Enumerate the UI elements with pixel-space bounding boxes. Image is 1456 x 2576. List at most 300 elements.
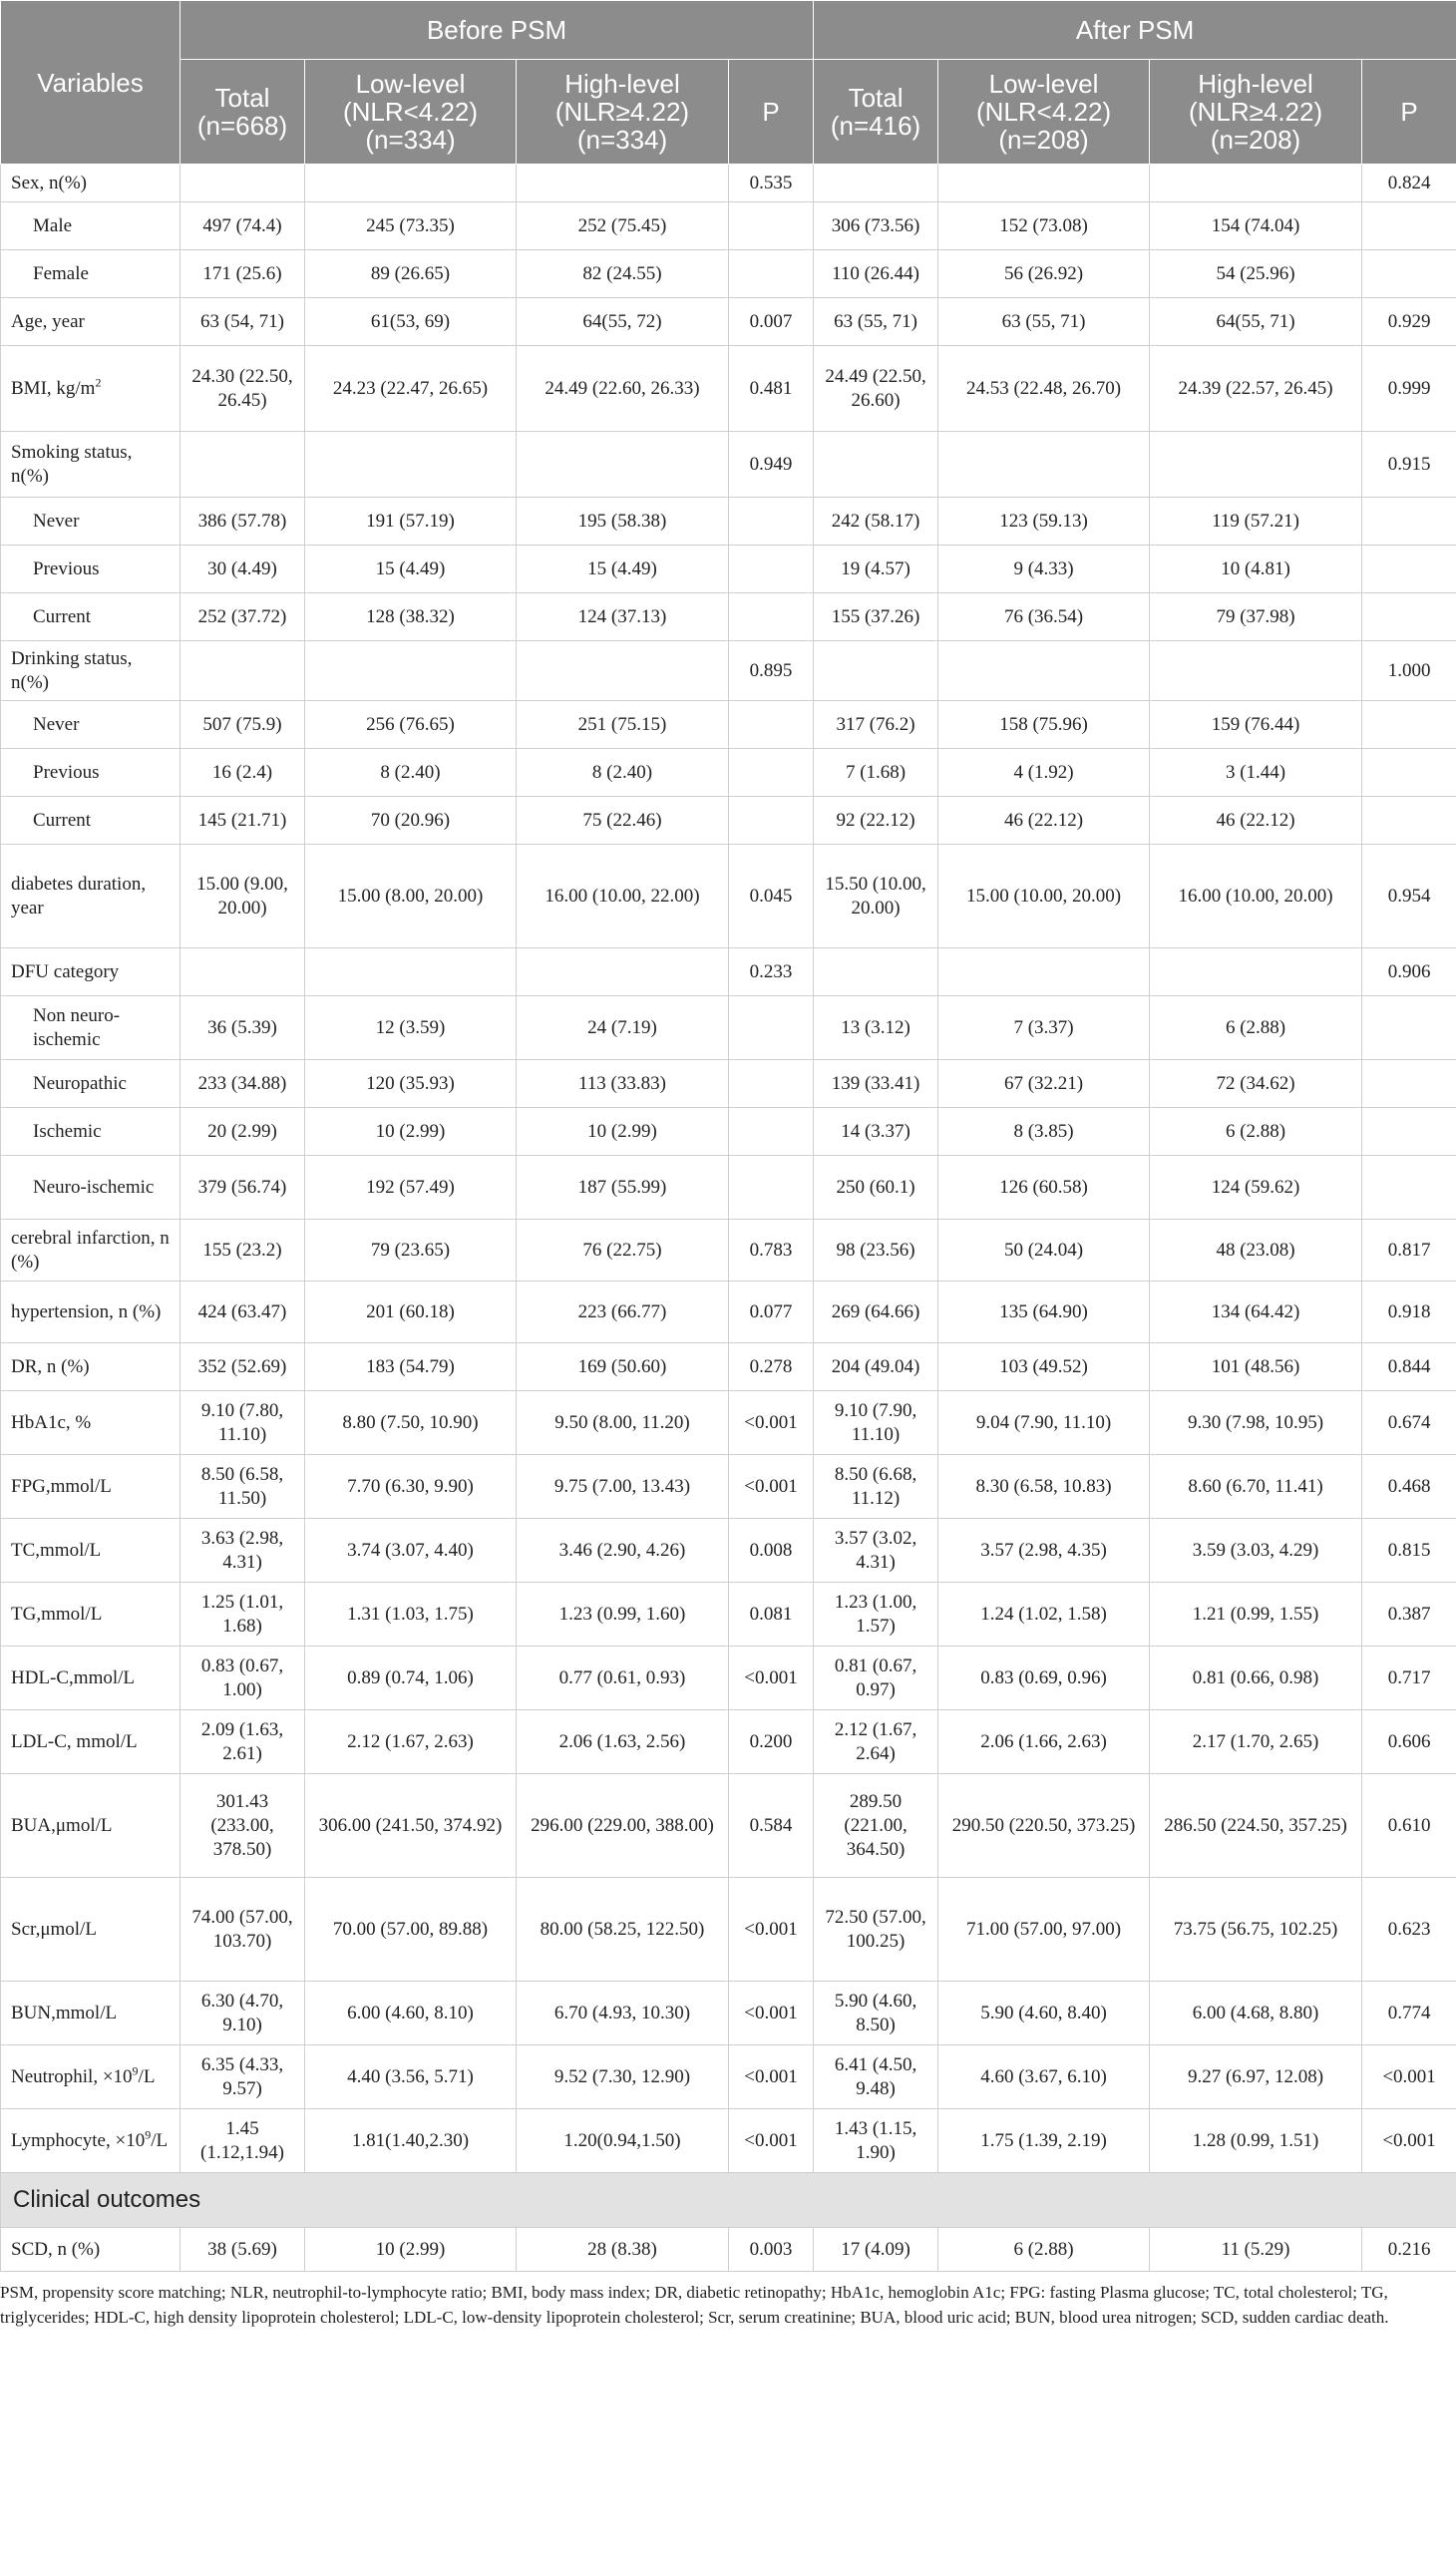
after-high-level-cell: 79 (37.98) <box>1150 593 1362 641</box>
label-unit-tail: /L <box>151 2129 169 2151</box>
after-p-cell: 0.824 <box>1362 165 1456 202</box>
after-p-cell: 0.906 <box>1362 948 1456 996</box>
before-high-level-cell: 9.50 (8.00, 11.20) <box>517 1391 729 1455</box>
before-total-cell: 38 (5.69) <box>181 2228 305 2272</box>
before-p-cell: 0.003 <box>729 2228 814 2272</box>
after-p-cell <box>1362 1156 1456 1220</box>
after-high-level-cell: 24.39 (22.57, 26.45) <box>1150 346 1362 432</box>
before-total-cell: 0.83 (0.67, 1.00) <box>181 1647 305 1710</box>
before-high-level-cell: 64(55, 72) <box>517 298 729 346</box>
after-low-level-cell: 4.60 (3.67, 6.10) <box>938 2045 1150 2109</box>
table-row <box>1 298 1456 346</box>
after-total-cell: 1.23 (1.00, 1.57) <box>814 1583 938 1647</box>
before-total-cell: 3.63 (2.98, 4.31) <box>181 1519 305 1583</box>
variable-label-text: Scr,μmol/L <box>11 1918 97 1940</box>
before-total-cell: 1.45 (1.12,1.94) <box>181 2109 305 2173</box>
before-low-level-cell: 1.81(1.40,2.30) <box>305 2109 517 2173</box>
before-total-cell: 24.30 (22.50, 26.45) <box>181 346 305 432</box>
variable-label <box>1 1220 181 1282</box>
before-low-level-cell: 15 (4.49) <box>305 546 517 593</box>
after-low-level-cell <box>938 432 1150 498</box>
after-low-level-cell: 7 (3.37) <box>938 996 1150 1060</box>
before-p-cell: 0.535 <box>729 165 814 202</box>
after-p-cell <box>1362 749 1456 797</box>
before-low-level-cell: 89 (26.65) <box>305 250 517 298</box>
before-p-cell: <0.001 <box>729 1878 814 1982</box>
after-low-level-header-line: Low-level <box>988 69 1099 99</box>
after-total-cell: 0.81 (0.67, 0.97) <box>814 1647 938 1710</box>
table-row <box>1 432 1456 498</box>
table-row <box>1 1647 1456 1710</box>
variable-label <box>1 1455 181 1519</box>
after-low-level-cell: 158 (75.96) <box>938 701 1150 749</box>
after-high-level-cell: 2.17 (1.70, 2.65) <box>1150 1710 1362 1774</box>
after-p-cell: 0.844 <box>1362 1343 1456 1391</box>
table-header <box>1 1 1456 165</box>
before-high-level-cell: 2.06 (1.63, 2.56) <box>517 1710 729 1774</box>
before-total-cell: 145 (21.71) <box>181 797 305 845</box>
after-low-level-cell: 63 (55, 71) <box>938 298 1150 346</box>
table-row <box>1 498 1456 546</box>
before-low-level-cell <box>305 641 517 701</box>
before-low-level-cell: 4.40 (3.56, 5.71) <box>305 2045 517 2109</box>
section-row-clinical-outcomes <box>1 2173 1456 2228</box>
before-high-level-cell <box>517 165 729 202</box>
after-high-level-cell: 48 (23.08) <box>1150 1220 1362 1282</box>
after-low-level-cell: 2.06 (1.66, 2.63) <box>938 1710 1150 1774</box>
before-p-cell <box>729 546 814 593</box>
after-p-cell: 0.610 <box>1362 1774 1456 1878</box>
after-low-level-cell: 71.00 (57.00, 97.00) <box>938 1878 1150 1982</box>
before-low-level-cell: 120 (35.93) <box>305 1060 517 1108</box>
before-total-cell: 233 (34.88) <box>181 1060 305 1108</box>
after-high-level-cell: 1.21 (0.99, 1.55) <box>1150 1583 1362 1647</box>
before-p-cell <box>729 593 814 641</box>
before-low-level-cell: 192 (57.49) <box>305 1156 517 1220</box>
before-high-level-cell <box>517 948 729 996</box>
variable-label <box>1 1710 181 1774</box>
after-total-cell <box>814 432 938 498</box>
before-total-cell: 379 (56.74) <box>181 1156 305 1220</box>
table-row <box>1 996 1456 1060</box>
after-high-level-cell <box>1150 948 1362 996</box>
after-low-level-cell: 135 (64.90) <box>938 1282 1150 1343</box>
variable-label-text: Never <box>33 713 80 735</box>
after-total-cell: 242 (58.17) <box>814 498 938 546</box>
after-total-cell: 317 (76.2) <box>814 701 938 749</box>
before-total-header-line: Total <box>214 83 270 113</box>
variable-label <box>1 250 181 298</box>
before-high-level-cell <box>517 641 729 701</box>
after-total-cell: 15.50 (10.00, 20.00) <box>814 845 938 948</box>
after-low-level-cell: 152 (73.08) <box>938 202 1150 250</box>
variable-label-text: FPG,mmol/L <box>11 1475 112 1497</box>
before-low-level-cell: 70.00 (57.00, 89.88) <box>305 1878 517 1982</box>
table-row <box>1 1343 1456 1391</box>
variable-label-text: Female <box>33 262 89 284</box>
before-low-level-cell: 8.80 (7.50, 10.90) <box>305 1391 517 1455</box>
variable-label-text: Neuropathic <box>33 1072 127 1094</box>
after-total-header <box>814 60 938 165</box>
table-body <box>1 165 1456 2272</box>
after-p-cell <box>1362 797 1456 845</box>
before-low-level-cell: 191 (57.19) <box>305 498 517 546</box>
column-subheader-row <box>1 60 1456 165</box>
table-row <box>1 2228 1456 2272</box>
after-total-cell: 98 (23.56) <box>814 1220 938 1282</box>
variable-label <box>1 298 181 346</box>
variable-label <box>1 165 181 202</box>
after-high-level-cell: 64(55, 71) <box>1150 298 1362 346</box>
before-p-cell: 0.200 <box>729 1710 814 1774</box>
before-p-cell: <0.001 <box>729 2109 814 2173</box>
after-p-header-line: P <box>1400 97 1418 127</box>
before-total-cell: 171 (25.6) <box>181 250 305 298</box>
before-high-level-cell: 1.20(0.94,1.50) <box>517 2109 729 2173</box>
after-total-cell <box>814 948 938 996</box>
after-total-header-line: (n=416) <box>830 111 921 141</box>
after-high-level-cell: 159 (76.44) <box>1150 701 1362 749</box>
variable-label <box>1 749 181 797</box>
after-high-level-cell: 119 (57.21) <box>1150 498 1362 546</box>
table-row <box>1 797 1456 845</box>
before-p-cell: <0.001 <box>729 1391 814 1455</box>
before-low-level-cell: 2.12 (1.67, 2.63) <box>305 1710 517 1774</box>
before-p-cell: 0.278 <box>729 1343 814 1391</box>
before-low-level-cell: 70 (20.96) <box>305 797 517 845</box>
before-total-cell <box>181 432 305 498</box>
before-high-level-cell: 223 (66.77) <box>517 1282 729 1343</box>
before-total-cell: 155 (23.2) <box>181 1220 305 1282</box>
before-p-cell <box>729 797 814 845</box>
after-p-cell <box>1362 202 1456 250</box>
after-p-cell: 0.717 <box>1362 1647 1456 1710</box>
after-low-level-cell: 123 (59.13) <box>938 498 1150 546</box>
after-p-cell: 0.929 <box>1362 298 1456 346</box>
before-total-cell: 74.00 (57.00, 103.70) <box>181 1878 305 1982</box>
after-total-cell: 204 (49.04) <box>814 1343 938 1391</box>
table-row <box>1 1455 1456 1519</box>
variable-label-text: HDL-C,mmol/L <box>11 1666 136 1688</box>
after-high-level-cell <box>1150 432 1362 498</box>
before-low-level-cell: 7.70 (6.30, 9.90) <box>305 1455 517 1519</box>
after-p-cell <box>1362 498 1456 546</box>
before-low-level-cell: 0.89 (0.74, 1.06) <box>305 1647 517 1710</box>
before-total-cell: 63 (54, 71) <box>181 298 305 346</box>
table-row <box>1 2045 1456 2109</box>
after-total-cell: 6.41 (4.50, 9.48) <box>814 2045 938 2109</box>
before-low-level-cell: 6.00 (4.60, 8.10) <box>305 1982 517 2045</box>
before-total-cell: 252 (37.72) <box>181 593 305 641</box>
before-p-cell: 0.584 <box>729 1774 814 1878</box>
before-p-cell: <0.001 <box>729 1455 814 1519</box>
after-high-level-cell: 124 (59.62) <box>1150 1156 1362 1220</box>
variable-label-text: Neuro-ischemic <box>33 1176 155 1198</box>
before-low-level-cell: 10 (2.99) <box>305 2228 517 2272</box>
variable-label-text: Non neuro-ischemic <box>33 1004 121 1050</box>
before-high-level-header-line: High-level <box>564 69 680 99</box>
before-high-level-cell: 1.23 (0.99, 1.60) <box>517 1583 729 1647</box>
variable-label-text: Never <box>33 510 80 532</box>
variable-label <box>1 1343 181 1391</box>
after-p-cell: 0.815 <box>1362 1519 1456 1583</box>
before-high-level-cell: 24 (7.19) <box>517 996 729 1060</box>
after-low-level-cell: 8.30 (6.58, 10.83) <box>938 1455 1150 1519</box>
variable-label-text: Previous <box>33 761 100 783</box>
before-p-cell <box>729 996 814 1060</box>
before-total-cell: 6.30 (4.70, 9.10) <box>181 1982 305 2045</box>
after-total-cell: 155 (37.26) <box>814 593 938 641</box>
after-p-cell: 1.000 <box>1362 641 1456 701</box>
after-low-level-cell: 1.75 (1.39, 2.19) <box>938 2109 1150 2173</box>
before-high-level-cell: 24.49 (22.60, 26.33) <box>517 346 729 432</box>
before-high-level-cell: 75 (22.46) <box>517 797 729 845</box>
before-psm-header: Before PSM <box>181 1 814 60</box>
variable-label <box>1 346 181 432</box>
after-low-level-cell: 0.83 (0.69, 0.96) <box>938 1647 1150 1710</box>
after-total-cell: 72.50 (57.00, 100.25) <box>814 1878 938 1982</box>
table-row <box>1 948 1456 996</box>
after-high-level-header-line: (NLR≥4.22) <box>1188 97 1323 127</box>
before-low-level-header-line: (NLR<4.22) <box>342 97 479 127</box>
after-p-cell: 0.387 <box>1362 1583 1456 1647</box>
before-high-level-header <box>517 60 729 165</box>
after-total-cell: 269 (64.66) <box>814 1282 938 1343</box>
before-total-cell: 15.00 (9.00, 20.00) <box>181 845 305 948</box>
after-high-level-cell: 286.50 (224.50, 357.25) <box>1150 1774 1362 1878</box>
after-high-level-cell: 54 (25.96) <box>1150 250 1362 298</box>
variable-label <box>1 1647 181 1710</box>
section-title: Clinical outcomes <box>1 2173 1456 2228</box>
before-low-level-header-line: (n=334) <box>365 125 456 155</box>
variable-label <box>1 1878 181 1982</box>
after-high-level-cell: 154 (74.04) <box>1150 202 1362 250</box>
before-total-cell: 36 (5.39) <box>181 996 305 1060</box>
variable-label-text: DR, n (%) <box>11 1355 90 1377</box>
variable-label <box>1 797 181 845</box>
after-high-level-cell: 10 (4.81) <box>1150 546 1362 593</box>
table-row <box>1 1583 1456 1647</box>
variable-label-text: diabetes duration, year <box>11 873 147 919</box>
before-total-header <box>181 60 305 165</box>
after-total-cell: 139 (33.41) <box>814 1060 938 1108</box>
after-low-level-cell: 5.90 (4.60, 8.40) <box>938 1982 1150 2045</box>
before-p-cell <box>729 701 814 749</box>
variable-label <box>1 845 181 948</box>
after-total-cell: 92 (22.12) <box>814 797 938 845</box>
label-superscript: 2 <box>95 375 102 390</box>
after-high-level-cell: 16.00 (10.00, 20.00) <box>1150 845 1362 948</box>
after-high-level-cell: 9.30 (7.98, 10.95) <box>1150 1391 1362 1455</box>
before-low-level-cell: 24.23 (22.47, 26.65) <box>305 346 517 432</box>
before-total-cell: 352 (52.69) <box>181 1343 305 1391</box>
variable-label-text: Age, year <box>11 310 85 332</box>
before-total-cell: 507 (75.9) <box>181 701 305 749</box>
table-row <box>1 1156 1456 1220</box>
after-total-cell: 14 (3.37) <box>814 1108 938 1156</box>
after-high-level-cell: 0.81 (0.66, 0.98) <box>1150 1647 1362 1710</box>
variable-label-text: Male <box>33 214 73 236</box>
before-p-cell: 0.949 <box>729 432 814 498</box>
variable-label-text: BMI, kg/m <box>11 377 96 399</box>
after-low-level-cell: 3.57 (2.98, 4.35) <box>938 1519 1150 1583</box>
variable-label-text: Current <box>33 809 92 831</box>
variable-label <box>1 948 181 996</box>
before-high-level-cell: 80.00 (58.25, 122.50) <box>517 1878 729 1982</box>
variable-label <box>1 1583 181 1647</box>
before-high-level-cell: 195 (58.38) <box>517 498 729 546</box>
after-total-cell: 289.50 (221.00, 364.50) <box>814 1774 938 1878</box>
before-p-cell: 0.895 <box>729 641 814 701</box>
after-high-level-cell: 3 (1.44) <box>1150 749 1362 797</box>
after-low-level-cell: 56 (26.92) <box>938 250 1150 298</box>
before-p-cell <box>729 749 814 797</box>
after-high-level-cell: 3.59 (3.03, 4.29) <box>1150 1519 1362 1583</box>
table-footnote: PSM, propensity score matching; NLR, neutrophil-to-lymphocyte ratio; BMI, body mass index; DR, diabetic retinopathy; HbA1c, hemoglobin A1c; FPG: fasting Plasma glucose; TC, total cholesterol; TG, triglycerides; HDL-C, high density lipoprotein cholesterol; LDL-C, low-density lipoprotein cholesterol; Scr, serum creatinine; BUA, blood uric acid; BUN, blood urea nitrogen; SCD, sudden cardiac death. <box>0 2283 1389 2327</box>
before-high-level-cell: 252 (75.45) <box>517 202 729 250</box>
after-p-header <box>1362 60 1456 165</box>
variable-label-text: Neutrophil, ×10 <box>11 2065 133 2087</box>
before-total-cell: 30 (4.49) <box>181 546 305 593</box>
before-high-level-cell: 82 (24.55) <box>517 250 729 298</box>
after-high-level-cell: 134 (64.42) <box>1150 1282 1362 1343</box>
variables-header: Variables <box>1 1 181 165</box>
before-p-header-line: P <box>762 97 780 127</box>
after-low-level-cell: 1.24 (1.02, 1.58) <box>938 1583 1150 1647</box>
variable-label-text: BUA,μmol/L <box>11 1814 113 1836</box>
label-unit-tail: /L <box>138 2065 156 2087</box>
variable-label-text: LDL-C, mmol/L <box>11 1730 138 1752</box>
after-p-cell <box>1362 996 1456 1060</box>
after-total-cell: 13 (3.12) <box>814 996 938 1060</box>
before-p-cell: 0.081 <box>729 1583 814 1647</box>
after-total-cell: 3.57 (3.02, 4.31) <box>814 1519 938 1583</box>
before-p-cell: 0.481 <box>729 346 814 432</box>
after-high-level-cell: 6.00 (4.68, 8.80) <box>1150 1982 1362 2045</box>
before-total-cell <box>181 165 305 202</box>
label-superscript: 9 <box>132 2063 139 2078</box>
before-high-level-cell: 8 (2.40) <box>517 749 729 797</box>
after-high-level-cell <box>1150 641 1362 701</box>
before-total-cell: 497 (74.4) <box>181 202 305 250</box>
before-total-cell: 9.10 (7.80, 11.10) <box>181 1391 305 1455</box>
after-total-cell: 1.43 (1.15, 1.90) <box>814 2109 938 2173</box>
after-p-cell <box>1362 250 1456 298</box>
before-high-level-cell: 187 (55.99) <box>517 1156 729 1220</box>
after-high-level-cell: 6 (2.88) <box>1150 996 1362 1060</box>
after-high-level-cell: 73.75 (56.75, 102.25) <box>1150 1878 1362 1982</box>
after-high-level-header-line: High-level <box>1198 69 1313 99</box>
variable-label-text: DFU category <box>11 960 120 982</box>
before-high-level-header-line: (NLR≥4.22) <box>554 97 690 127</box>
before-high-level-cell: 3.46 (2.90, 4.26) <box>517 1519 729 1583</box>
before-total-cell <box>181 948 305 996</box>
variable-label <box>1 701 181 749</box>
after-total-cell <box>814 641 938 701</box>
after-total-cell: 110 (26.44) <box>814 250 938 298</box>
after-total-cell: 19 (4.57) <box>814 546 938 593</box>
before-high-level-cell: 28 (8.38) <box>517 2228 729 2272</box>
before-high-level-cell: 6.70 (4.93, 10.30) <box>517 1982 729 2045</box>
before-total-header-line: (n=668) <box>196 111 288 141</box>
after-low-level-cell: 103 (49.52) <box>938 1343 1150 1391</box>
before-high-level-header-line: (n=334) <box>576 125 668 155</box>
after-high-level-cell: 46 (22.12) <box>1150 797 1362 845</box>
table-row <box>1 1220 1456 1282</box>
variable-label <box>1 1519 181 1583</box>
after-high-level-header <box>1150 60 1362 165</box>
table-row <box>1 1878 1456 1982</box>
variable-label-text: SCD, n (%) <box>11 2238 101 2260</box>
after-high-level-cell: 1.28 (0.99, 1.51) <box>1150 2109 1362 2173</box>
before-p-cell: <0.001 <box>729 2045 814 2109</box>
after-low-level-cell: 50 (24.04) <box>938 1220 1150 1282</box>
after-low-level-cell <box>938 641 1150 701</box>
after-p-cell <box>1362 546 1456 593</box>
variable-label <box>1 2228 181 2272</box>
before-p-cell: <0.001 <box>729 1647 814 1710</box>
before-p-cell <box>729 498 814 546</box>
before-low-level-cell: 3.74 (3.07, 4.40) <box>305 1519 517 1583</box>
variable-label-text: Drinking status, n(%) <box>11 647 133 693</box>
variable-label <box>1 202 181 250</box>
after-low-level-cell: 46 (22.12) <box>938 797 1150 845</box>
before-low-level-cell <box>305 165 517 202</box>
after-low-level-cell: 9.04 (7.90, 11.10) <box>938 1391 1150 1455</box>
table-row <box>1 2109 1456 2173</box>
before-total-cell: 6.35 (4.33, 9.57) <box>181 2045 305 2109</box>
after-low-level-header-line: (NLR<4.22) <box>975 97 1112 127</box>
after-low-level-cell: 126 (60.58) <box>938 1156 1150 1220</box>
after-low-level-cell: 9 (4.33) <box>938 546 1150 593</box>
before-high-level-cell: 0.77 (0.61, 0.93) <box>517 1647 729 1710</box>
after-high-level-cell: 101 (48.56) <box>1150 1343 1362 1391</box>
before-p-cell <box>729 1108 814 1156</box>
before-high-level-cell <box>517 432 729 498</box>
table-row <box>1 593 1456 641</box>
table-row <box>1 1108 1456 1156</box>
after-total-cell: 8.50 (6.68, 11.12) <box>814 1455 938 1519</box>
before-low-level-cell: 245 (73.35) <box>305 202 517 250</box>
after-p-cell: 0.918 <box>1362 1282 1456 1343</box>
variable-label <box>1 546 181 593</box>
after-low-level-cell: 8 (3.85) <box>938 1108 1150 1156</box>
table-row <box>1 749 1456 797</box>
after-high-level-header-line: (n=208) <box>1210 125 1301 155</box>
variable-label-text: Sex, n(%) <box>11 172 87 193</box>
variable-label-text: hypertension, n (%) <box>11 1300 162 1322</box>
variable-label-text: TG,mmol/L <box>11 1603 103 1625</box>
before-total-cell: 8.50 (6.58, 11.50) <box>181 1455 305 1519</box>
variable-label <box>1 2045 181 2109</box>
before-p-cell <box>729 1060 814 1108</box>
table-row <box>1 1060 1456 1108</box>
before-high-level-cell: 113 (33.83) <box>517 1060 729 1108</box>
after-p-cell: 0.774 <box>1362 1982 1456 2045</box>
before-low-level-cell: 15.00 (8.00, 20.00) <box>305 845 517 948</box>
before-total-cell: 16 (2.4) <box>181 749 305 797</box>
table-row <box>1 1774 1456 1878</box>
before-total-cell: 1.25 (1.01, 1.68) <box>181 1583 305 1647</box>
before-high-level-cell: 251 (75.15) <box>517 701 729 749</box>
table-row <box>1 346 1456 432</box>
before-low-level-cell: 306.00 (241.50, 374.92) <box>305 1774 517 1878</box>
variable-label <box>1 1108 181 1156</box>
before-low-level-cell: 79 (23.65) <box>305 1220 517 1282</box>
table-row <box>1 1710 1456 1774</box>
before-high-level-cell: 76 (22.75) <box>517 1220 729 1282</box>
after-p-cell <box>1362 1108 1456 1156</box>
